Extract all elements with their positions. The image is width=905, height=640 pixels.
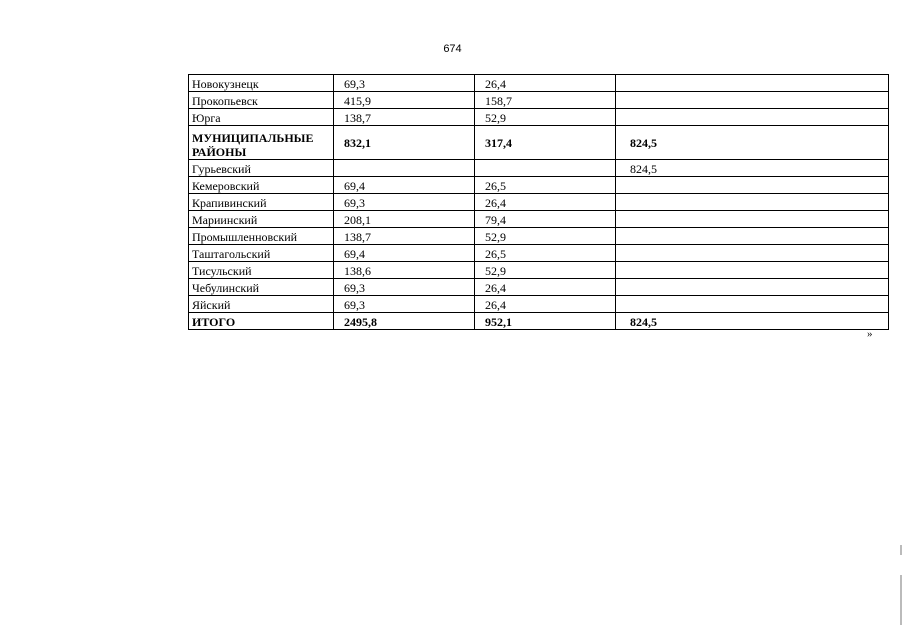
cell-value-3 xyxy=(616,177,889,194)
cell-value-3 xyxy=(616,92,889,109)
cell-value-2: 26,5 xyxy=(475,245,616,262)
cell-value-2: 158,7 xyxy=(475,92,616,109)
cell-value-3: 824,5 xyxy=(616,160,889,177)
cell-name: Чебулинский xyxy=(189,279,334,296)
table-row xyxy=(189,92,889,109)
cell-name: Кемеровский xyxy=(189,177,334,194)
table-row xyxy=(189,109,889,126)
cell-value-3 xyxy=(616,279,889,296)
cell-value-3 xyxy=(616,211,889,228)
table-row xyxy=(189,296,889,313)
data-table-container xyxy=(188,74,889,330)
data-table xyxy=(188,74,889,330)
scan-edge-mark xyxy=(900,575,902,625)
cell-value-2: 952,1 xyxy=(475,313,616,330)
cell-value-2: 52,9 xyxy=(475,228,616,245)
cell-value-1: 69,4 xyxy=(334,177,475,194)
cell-value-1: 138,7 xyxy=(334,109,475,126)
table-row xyxy=(189,211,889,228)
cell-value-3 xyxy=(616,262,889,279)
cell-value-1: 69,3 xyxy=(334,194,475,211)
cell-value-3: 824,5 xyxy=(616,313,889,330)
cell-value-2: 79,4 xyxy=(475,211,616,228)
cell-name: Юрга xyxy=(189,109,334,126)
scan-edge-mark xyxy=(900,545,902,555)
cell-value-3 xyxy=(616,228,889,245)
cell-value-3 xyxy=(616,194,889,211)
cell-value-2: 317,4 xyxy=(475,126,616,160)
table-row xyxy=(189,194,889,211)
cell-value-3 xyxy=(616,245,889,262)
cell-name: Крапивинский xyxy=(189,194,334,211)
cell-name: МУНИЦИПАЛЬНЫЕ РАЙОНЫ xyxy=(189,126,334,160)
cell-name: Новокузнецк xyxy=(189,75,334,92)
cell-value-1: 2495,8 xyxy=(334,313,475,330)
table-row xyxy=(189,245,889,262)
cell-value-2: 26,5 xyxy=(475,177,616,194)
cell-value-1: 69,3 xyxy=(334,75,475,92)
cell-name: ИТОГО xyxy=(189,313,334,330)
cell-value-1: 138,7 xyxy=(334,228,475,245)
cell-value-3 xyxy=(616,296,889,313)
cell-name: Прокопьевск xyxy=(189,92,334,109)
cell-value-1: 69,3 xyxy=(334,279,475,296)
cell-value-1: 415,9 xyxy=(334,92,475,109)
cell-value-2: 26,4 xyxy=(475,194,616,211)
table-row xyxy=(189,262,889,279)
cell-value-1: 69,3 xyxy=(334,296,475,313)
cell-value-1: 832,1 xyxy=(334,126,475,160)
cell-name: Промышленновский xyxy=(189,228,334,245)
cell-value-2: 52,9 xyxy=(475,262,616,279)
cell-name: Мариинский xyxy=(189,211,334,228)
table-row xyxy=(189,160,889,177)
cell-name: Яйский xyxy=(189,296,334,313)
cell-value-3 xyxy=(616,109,889,126)
cell-name: Тисульский xyxy=(189,262,334,279)
cell-value-1: 69,4 xyxy=(334,245,475,262)
page-number: 674 xyxy=(443,43,462,55)
cell-name: Гурьевский xyxy=(189,160,334,177)
cell-value-3: 824,5 xyxy=(616,126,889,160)
table-row xyxy=(189,228,889,245)
cell-value-1 xyxy=(334,160,475,177)
table-row xyxy=(189,313,889,330)
cell-value-2: 52,9 xyxy=(475,109,616,126)
cell-value-1: 138,6 xyxy=(334,262,475,279)
cell-value-2: 26,4 xyxy=(475,279,616,296)
cell-value-3 xyxy=(616,75,889,92)
cell-name: Таштагольский xyxy=(189,245,334,262)
cell-value-2: 26,4 xyxy=(475,296,616,313)
table-row xyxy=(189,279,889,296)
closing-quote: » xyxy=(867,328,873,340)
cell-value-1: 208,1 xyxy=(334,211,475,228)
cell-value-2: 26,4 xyxy=(475,75,616,92)
table-body xyxy=(189,75,889,330)
cell-value-2 xyxy=(475,160,616,177)
table-row xyxy=(189,75,889,92)
table-row xyxy=(189,177,889,194)
table-row xyxy=(189,126,889,160)
